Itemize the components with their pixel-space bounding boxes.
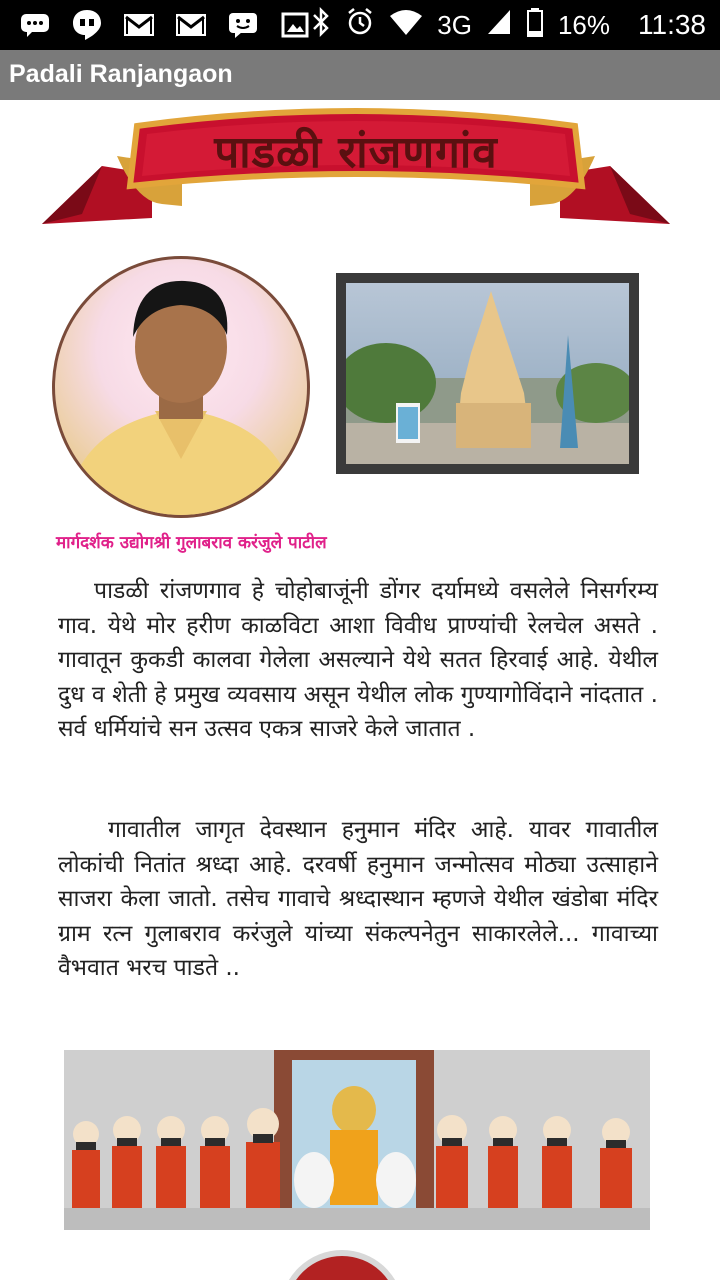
hangouts-icon [70,8,104,42]
title-banner [42,106,670,232]
notification-icons [18,8,312,42]
banner-title: पाडळी रांजणगांव [214,127,498,178]
alarm-icon [345,7,375,44]
idols-photo [64,1050,650,1230]
system-status [311,0,706,50]
app-title: Padali Ranjangaon [9,60,233,88]
status-bar [0,0,720,50]
temple-photo-frame [336,273,639,474]
action-bar [0,50,720,100]
photo-caption: मार्गदर्शक उद्योगश्री गुलाबराव करंजुले पाटील [56,533,327,553]
battery-percent: 16% [557,9,610,40]
wifi-icon [389,8,423,43]
network-type: 3G [437,9,472,40]
paragraph-1: पाडळी रांजणगाव हे चोहोबाजूंनी डोंगर दर्यामध्ये वसलेले निसर्गरम्य गाव. येथे मोर हरीण काळविटा आशा विवीध प्राण्यांची रेलचेल असते . गावातून कुकडी कालवा गेलेला असल्याने येथे सतत हिरवाई आहे. येथील दुध व शेती हे प्रमुख व्यवसाय असून येथील लोक गुण्यागोविंदाने नांदतात . सर्व धर्मियांचे सन उत्सव एकत्र साजरे केले जातात . [58,578,658,742]
chat-icon [226,8,260,42]
gmail-icon [122,8,156,42]
clock: 11:38 [638,9,706,40]
message-icon [18,8,52,42]
floating-action-button[interactable] [280,1250,404,1280]
paragraph-2: गावातील जागृत देवस्थान हनुमान मंदिर आहे. यावर गावातील लोकांची नितांत श्रध्दा आहे. दरवर्षी हनुमान जन्मोत्सव मोठ्या उत्साहाने साजरा केला जातो. तसेच गावाचे श्रध्दास्थान म्हणजे येथील खंडोबा मंदिर ग्राम रत्न गुलाबराव करंजुले यांच्या संकल्पनेतुन साकारलेले... गावाच्या वैभवात भरच पाडते .. [58,817,658,981]
temple-photo [346,283,629,464]
gmail-icon [174,8,208,42]
battery-icon [526,7,544,44]
signal-icon [486,8,512,43]
bluetooth-icon [311,7,331,44]
portrait-photo [52,256,310,518]
image-icon [278,8,312,42]
content-area[interactable] [0,100,720,1280]
